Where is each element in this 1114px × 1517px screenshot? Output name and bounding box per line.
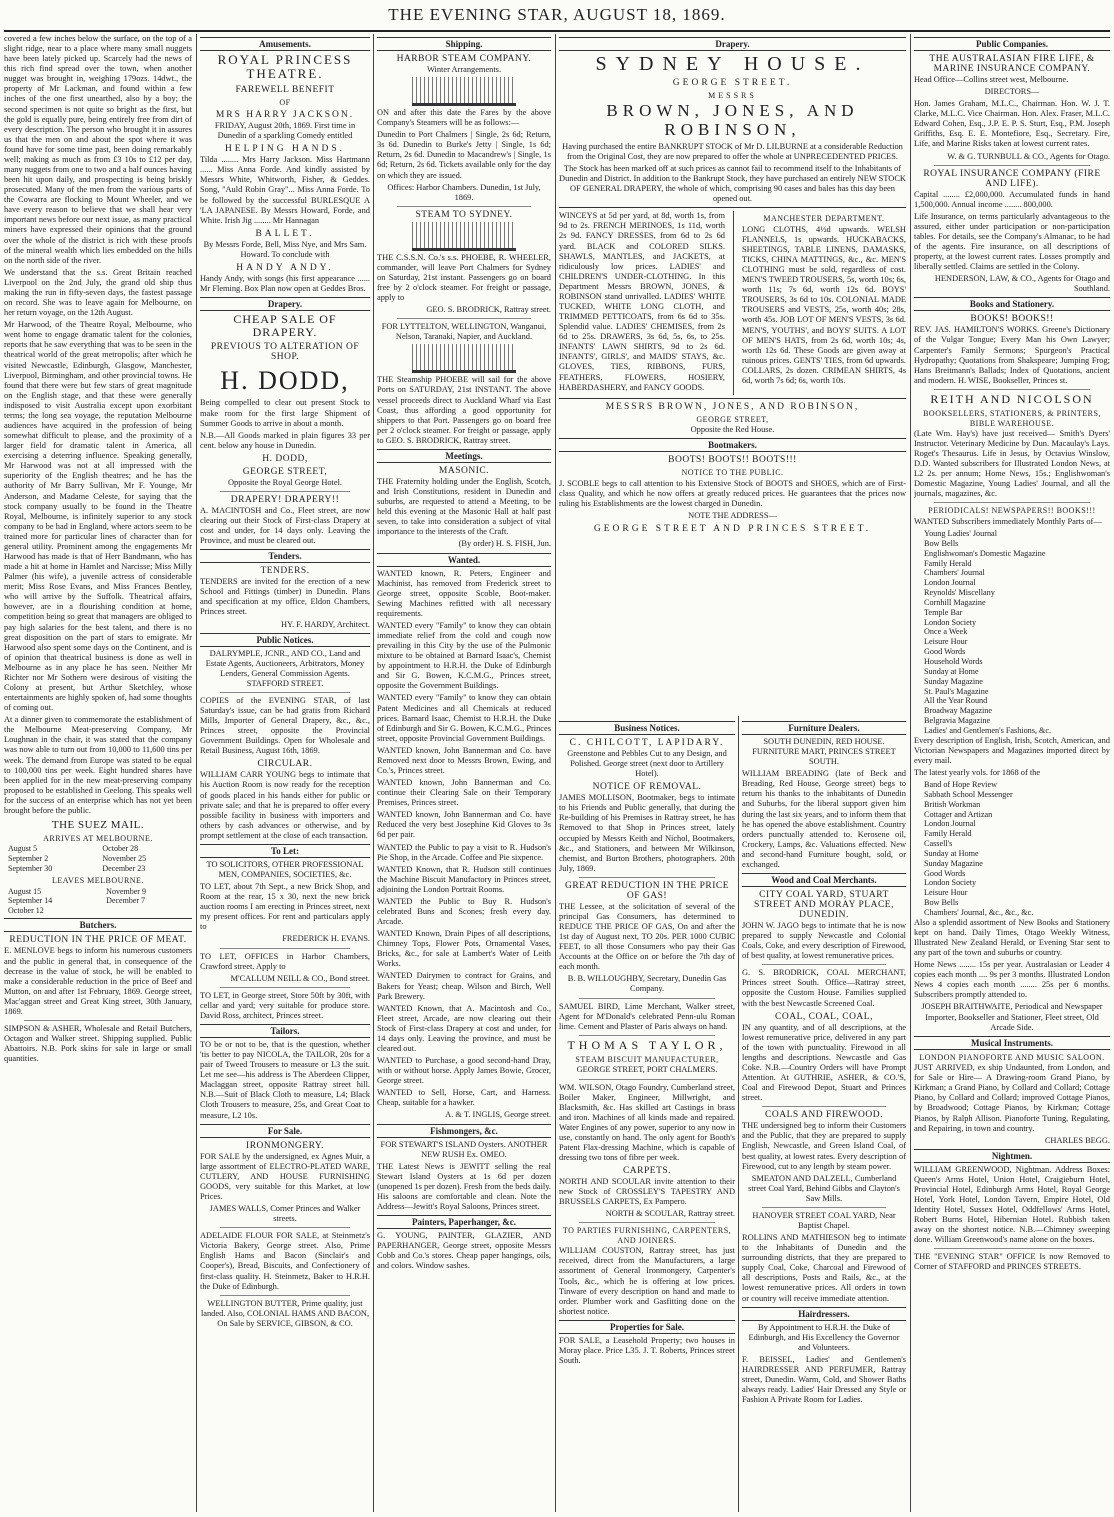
- ad-subheading: BALLET.: [255, 228, 315, 239]
- ad-text: Tilda ........ Mrs Harry Jackson. Miss Hartmann ...... Miss Anna Forde. And kindly assisted by Messrs White, Whitworth, Fisher, & Geddes. Song, "Auld Robin Gray"... Miss Anna Forde. To be followed by the successful BURLESQUE A 'LA JAPANESE. By Messrs Howard, Forde, and White. Irish Jig ........ Mr Hannagan: [200, 155, 370, 225]
- column-3: [377, 34, 551, 1514]
- ad-text: SAMUEL BIRD, Lime Merchant, Walker street, Agent for M'Donald's celebrated Penn-ulu Roman lime. Cement and Plaster of Paris always on hand.: [559, 1001, 735, 1031]
- ad-text: NORTH AND SCOULAR invite attention to their new Stock of CROSSLEY'S TAPESTRY AND BRUSSELS CARPETS, Ex Pampero.: [559, 1177, 735, 1207]
- ad-text: Having purchased the entire BANKRUPT STOCK of Mr D. LILBURNE at a considerable Reduction from the Original Cost, they are now prepared to offer the whole at UNPRECEDENTED PRICES.: [562, 141, 903, 161]
- article-harwood: Mr Harwood, of the Theatre Royal, Melbourne, who went home to engage dramatic talent for the colonies, reports that he saw everything that was to be seen in the theatrical world of the great metropolis; after which he visited Newcastle, Edinburgh, Glasgow, Manchester, Liverpool, Birmingham, and other provincial towns. He found that there were but few stars of great magnitude on the English stage, and that these were generally indisposed to visit Australia except upon exorbitant terms; the long sea voyage, the reputation Melbourne audiences have acquired in the profession of being somewhat difficult to please, and the proximity of a larger field for dramatic talent in America, all exercising a deterring influence. Speaking generally, Mr Harwood was not at all impressed with the superiority of the English theatres; and he has the authority of Mr Barry Sullivan, Mr F. Younge, Mr Anderson, and Madame Celeste, for saying that the stock company usually to be found in the Theatre Royal, Melbourne, is infinitely superior to any stock company to be had in England, where actors seem to be trained more for particular lines of character than for general utility. Prominent among the engagements Mr Harwood has made is that of Herr Bandmann, who has made a hit at home in Hamlet and Narcisse; Miss Milly Palmer (his wife), a juvenile actress of considerable merit; Miss Rose Evans, and Miss Frances Bentley, who will arrive by the Suffolk. Theatrical affairs, however, are in a flourishing condition at home, competition being so great that managers are obliged to pay high salaries for the best talent, and there is no great disposition on the part of stars to emigrate. Mr Harwood also spent some days on the Continent, and is of opinion that theatrical business is done as well in Melbourne as in any place he has seen. Neither Mr Richter nor Mr Sothern were desirous of visiting the Colony at present, but Arthur Sketchley, whose entertainments are highly spoken of, had some thoughts of coming out.: [4, 320, 192, 713]
- section-heading: Fishmongers, &c.: [377, 1124, 551, 1138]
- ad-text: A. MACINTOSH and Co., Fleet street, are now clearing out their Stock of First-class Drapery at cost and under, for 14 days only. Leaving the Province, and must be cleared out.: [200, 505, 370, 546]
- ad-heading: STEAM TO SYDNEY.: [415, 209, 513, 220]
- ad-heading: HARBOR STEAM COMPANY.: [396, 54, 532, 64]
- ad-text: Winter Arrangements.: [426, 65, 502, 74]
- ad-text: WILLIAM COUSTON, Rattray street, has just received, direct from the Manufacturers, a large assortment of General Ironmongery, Carpenter's Tools, &c., which he is offering at low prices. Tinware of every description on hand and made to order. Plumber work and Gasfitting done on the shortest notice.: [559, 1246, 735, 1316]
- ad-text: DALRYMPLE, JCNR., AND CO., Land and Estate Agents, Auctioneers, Arbitrators, Money Lenders, General Commission Agents. STAFFORD STREET.: [205, 648, 365, 688]
- ad-text: Greenstone and Pebbles Cut to any Design, and Polished. George street (next door to Artillery Hotel).: [567, 749, 727, 779]
- ad-text: Dunedin to Port Chalmers | Single, 2s 6d; Return, 3s 6d. Dunedin to Burke's Jetty | Single, 1s 6d; Return, 2s 6d. Dunedin to Macandrew's | Single, 1s 6d; Return, 2s 6d. Tickets available only for the day on which they are issued.: [377, 130, 551, 180]
- ad-text: THE Lessee, at the solicitation of several of the principal Gas Consumers, has determined to REDUCE THE PRICE OF GAS, On and after the 1st day of August next, TO 20s. PER 1000 CUBIC FEET, to all those Consumers who pay their Gas Accounts at the Office on or before the 7th day of each month.: [559, 901, 735, 972]
- ad-wanted: WANTED Known, that R. Hudson still continues the Machine Biscuit Manufactory in Princes street, adjoining the London Portrait Rooms.: [377, 864, 551, 894]
- ad-text: FRIDAY, August 20th, 1869. First time in Dunedin of a sparkling Comedy entitled: [214, 121, 356, 141]
- ad-heading: CITY COAL YARD, STUART STREET AND MORAY PLACE, DUNEDIN.: [754, 890, 894, 921]
- ad-subheading: PREVIOUS TO ALTERATION OF SHOP.: [210, 342, 360, 363]
- column-1: [4, 34, 192, 1514]
- ad-subheading: LONDON PIANOFORTE AND MUSIC SALOON.: [919, 1052, 1105, 1062]
- ad-signature: HENDERSON, LAW, & CO., Agents for Otago and Southland.: [934, 274, 1110, 294]
- ad-wanted: WANTED the Public to Buy R. Hudson's celebrated Buns and Scones; fresh every day. Arcade.: [377, 896, 551, 927]
- section-heading: Wood and Coal Merchants.: [742, 873, 906, 887]
- list-item: Englishwoman's Domestic Magazine: [924, 548, 1046, 558]
- ad-subheading: DRAPERY! DRAPERY!!: [230, 494, 340, 505]
- ad-text: Opposite the Royal George Hotel.: [227, 477, 343, 487]
- ad-subheading: MESSRS BROWN, JONES, AND ROBINSON,: [605, 401, 860, 412]
- table-row: [4, 887, 192, 897]
- list-item: Young Ladies' Journal: [924, 529, 997, 538]
- ad-subheading: CIRCULAR.: [257, 759, 313, 770]
- ad-text: THE "EVENING STAR" OFFICE Is now Removed to Corner of STAFFORD and PRINCES STREETS.: [914, 1252, 1110, 1272]
- list-item: Good Words: [924, 647, 966, 657]
- divider: [762, 1207, 886, 1208]
- section-heading: Musical Instruments.: [914, 1036, 1110, 1050]
- ad-text: FOR SALE by the undersigned, ex Agnes Muir, a large assortment of ELECTRO-PLATED WARE, CUTLERY, AND HOUSE FURNISHING GOODS, very suitable for this Market, at low Prices.: [200, 1151, 370, 1201]
- ad-left-column: [559, 211, 725, 394]
- ad-wanted: WANTED known, John Bannerman and Co. have Removed next door to Messrs Brown, Ewing, and Co.'s, Princes street.: [377, 745, 551, 775]
- list-item: Household Words: [924, 656, 983, 666]
- ad-menlove: E. MENLOVE begs to inform his numerous customers and the public in general that, in consequence of the decrease in the value of stock, he will be enabled to make a considerable reduction in the price of Beef and Mutton, on and after 1st February, 1869. George street, Mac'aggan street and Great King street, 30th January, 1869.: [4, 946, 192, 1016]
- ad-signature: SMEATON AND DALZELL, Cumberland street Coal Yard, Behind Gibbs and Clayton's Saw Mills.: [748, 1173, 900, 1203]
- ad-subheading: HANDY ANDY.: [236, 262, 334, 273]
- column-divider: [196, 34, 197, 1512]
- column-divider: [738, 716, 739, 1512]
- ad-wanted: WANTED known, R. Peters, Engineer and Machinist, has removed from Frederick street to George street, opposite Scoble, Boot-maker. Sewing Machines refitted with all necessary requirements.: [377, 568, 551, 618]
- ad-subheading: BOOKSELLERS, STATIONERS, & PRINTERS, BIBLE WAREHOUSE.: [923, 409, 1101, 428]
- ad-subheading: MESSRS: [708, 91, 757, 100]
- ad-wanted: WANTED every "Family" to know they can obtain immediate relief from the cold and cough now prevailing in this City by the use of the Pulmonic mixture to be obtained at Barnard Isaac's, Chemist by appointment to H.R.H. the Duke of Edinburgh and Sir G. Bowen, K.C.M.G., Princes street, opposite the Government Buildings.: [377, 620, 551, 691]
- ad-text: G. YOUNG, PAINTER, GLAZIER, AND PAPERHANGER, George street, opposite Messrs Cobb and Co.'s stores. Cheap paper hangings, oils, and colors. Window sashes.: [377, 1231, 551, 1271]
- section-heading: Drapery.: [559, 37, 906, 51]
- ad-signature: M'CALLUM NEILL & CO., Bond street.: [230, 973, 370, 983]
- ad-subheading: OF: [279, 97, 291, 107]
- ad-subheading: FAREWELL BENEFIT: [235, 84, 335, 95]
- table-cell: December 7: [106, 896, 146, 906]
- list-item: Leisure Hour: [924, 637, 968, 647]
- ad-text: TO LET, OFFICES in Harbor Chambers, Crawford street. Apply to: [200, 951, 370, 971]
- list-item: Reynolds' Miscellany: [924, 588, 995, 598]
- section-heading: Business Notices.: [559, 721, 735, 735]
- list-item: Chambers' Journal, &c., &c., &c.: [924, 908, 1034, 917]
- ad-text: THE C.S.S.N. Co.'s s.s. PHOEBE, R. WHEELER, commander, will leave Port Chalmers for Sydney on Saturday, 21st instant. Passengers go on board free by 2 o'clock steamer. For freight or passage, apply to: [377, 252, 551, 303]
- ad-text: IN any quantity, and of all descriptions, at the lowest remunerative price, delivered in any part of the town with punctuality. Firewood in all lengths and descriptions. Newcastle and Gas Coke. N.B.—Country Orders will have Prompt Attention. At GUTHRIE, ASHER, & CO.'S, Coal and Firewood Depot, Stuart and Princes street.: [742, 1022, 906, 1103]
- ad-heading: REITH AND NICOLSON: [930, 391, 1094, 406]
- divider: [762, 964, 886, 965]
- ad-text: WINCEYS at 5d per yard, at 8d, worth 1s, from 9d to 2s. FRENCH MERINOES, 1s 11d, worth 2s 9d. FANCY DRESSES, from 6d to 2s 6d yard. BLACK and COLORED SILKS. SHAWLS, MANTLES, and JACKETS, at ridiculously low prices. LADIES' and CHILDREN'S UNDER-CLOTHING. In this Department Messrs BROWN, JONES, & ROBINSON stand unrivalled. LADIES' WHITE TUCKED, WHITE LONG CLOTH, and TRIMMED PETTICOATS, from 6s 6d to 35s. Splendid value. LADIES' CHEMISES, from 2s 6d to 25s. DRAWERS, 3s 6d, 5s, 6s, to 25s. INFANTS' LAWN SHIRTS, 9d to 2s 6d. INFANTS', GIRLS', and MAIDS' STAYS, &c. GLOVES, TIES, RIBBONS, FURS, FEATHERS, FLOWERS, HOSIERY, HABERDASHERY, and FANCY GOODS.: [559, 211, 725, 392]
- table-cell: September 14: [8, 896, 53, 906]
- ad-wanted: WANTED to Sell, Horse, Cart, and Harness. Cheap, suitable for a hawker.: [377, 1088, 551, 1108]
- section-heading: Tailors.: [200, 1024, 370, 1038]
- ad-text: Offices: Harbor Chambers. Dunedin, 1st July, 1869.: [387, 182, 541, 202]
- column-divider: [733, 211, 734, 394]
- masthead-rule: [4, 30, 1110, 32]
- list-item: Sunday at Home: [924, 848, 979, 858]
- ad-text: F. BEISSEL, Ladies' and Gentlemen's HAIRDRESSER AND PERFUMER, Rattray street, Dunedin. Warm, Cold, and Shower Baths always ready. Ladies' Hair Dressed any Style or Fashion A Private Room for Ladies.: [742, 1354, 906, 1405]
- ad-text: N.B.—All Goods marked in plain figures 33 per cent. below any house in Dunedin.: [200, 430, 370, 450]
- ad-text: REV. JAS. HAMILTON'S WORKS. Greene's Dictionary of the Vulgar Tongue; Every Man his Own Lawyer; Carpenter's Family Sermons; Spurgeon's Practical Hydropathy; Quotations from Shakspeare; Jumping Frog; Hans Breitmann's Ballads; Index of Quotations, ancient and modern. H. WISE, Bookseller, Princes st.: [914, 325, 1110, 385]
- ad-text: FOR SALE, a Leasehold Property; two houses in Moray place. Price L35. J. T. Roberts, Princes street South.: [559, 1335, 735, 1366]
- column-6: [914, 34, 1110, 1514]
- suez-arrivals-table: [4, 844, 192, 873]
- ad-right-column: [742, 211, 906, 394]
- table-cell: September 30: [8, 863, 53, 873]
- list-item: Sunday at Home: [924, 666, 979, 676]
- steamship-illustration: [412, 344, 516, 373]
- ad-wanted: WANTED Known, Drain Pipes of all descriptions, Chimney Tops, Flower Pots, Ornamental Vases, Bricks, &c., for sale at Lambert's Water of Leith Works.: [377, 929, 551, 969]
- ad-wanted: WANTED Dairymen to contract for Grains, and Bakers for Yeast; cheap. Wilson and Birch, Well Park Brewery.: [377, 971, 551, 1001]
- ad-simpson-asher: SIMPSON & ASHER, Wholesale and Retail Butchers, Octagon and Walker street. Shipping supplied. Public Abattoirs. N.B. Pork skins for sale in large or small quantities.: [4, 1024, 192, 1064]
- ad-subheading: NOTICE TO THE PUBLIC.: [681, 468, 784, 478]
- ad-text: SOUTH DUNEDIN, RED HOUSE. FURNITURE MART, PRINCES STREET SOUTH.: [752, 737, 896, 767]
- table-cell: August 5: [8, 844, 38, 854]
- table-cell: November 25: [102, 854, 147, 864]
- divider: [220, 987, 350, 988]
- suez-departures-table: [4, 887, 192, 916]
- ad-text: ADELAIDE FLOUR FOR SALE, at Steinmetz's Victoria Bakery, George street. Also, Prime English Hams and Bacon (Sinclair's and Cooper's), Bread, Biscuits, and Confectionery of first-class quality. H. Steinmetz, Baker to H.R.H. the Duke of Edinburgh.: [200, 1231, 370, 1291]
- ad-text: FOR STEWART'S ISLAND Oysters. ANOTHER NEW RUSH Ex. OMEO.: [380, 1139, 548, 1159]
- divider: [220, 1227, 350, 1228]
- divider: [579, 998, 715, 999]
- sydney-house-ad: [559, 34, 906, 718]
- list-item: Cassell's: [924, 839, 953, 849]
- ad-subheading: BOOKS! BOOKS!!: [970, 314, 1054, 325]
- column-2: [200, 34, 370, 1514]
- ad-text: WILLIAM CARR YOUNG begs to intimate that his Auction Room is now ready for the reception of goods placed in his hands either for public or private sale; and that he is prepared to offer every possible facility in business with importers and others by cash advances or otherwise, and by prompt settlement at the close of each transaction.: [200, 770, 370, 840]
- ad-subheading: IRONMONGERY.: [246, 1140, 324, 1151]
- divider: [397, 318, 531, 319]
- ad-text: THE Fraternity holding under the English, Scotch, and Irish Constitutions, resident in Dunedin and suburbs, are requested to attend a Meeting, to be held this evening at the Masonic Hall at half past seven, to take into consideration a subject of vital importance to the interests of the Craft.: [377, 476, 551, 537]
- ad-heading: THOMAS TAYLOR,: [567, 1037, 727, 1052]
- ad-subheading: MANCHESTER DEPARTMENT.: [763, 214, 885, 224]
- ad-text: NOTE THE ADDRESS—: [688, 510, 777, 520]
- ad-text: TO SOLICITORS, OTHER PROFESSIONAL MEN, COMPANIES, SOCIETIES, &c.: [206, 859, 364, 879]
- section-heading: Meetings.: [377, 449, 551, 463]
- list-item: Belgravia Magazine: [924, 716, 991, 726]
- section-heading: To Let:: [200, 844, 370, 858]
- ad-signature: FREDERICK H. EVANS.: [282, 934, 370, 944]
- list-item: Family Herald: [924, 558, 972, 568]
- section-heading: Drapery.: [200, 297, 370, 311]
- ad-signature: CHARLES BEGG.: [1044, 1135, 1110, 1145]
- section-heading: For Sale.: [200, 1124, 370, 1138]
- divider: [220, 1295, 350, 1296]
- article-great-britain: We understand that the s.s. Great Britain reached Liverpool on the 2nd July, the grand old ship thus making the run in fifty-seven days, the fastest passage on record. She was to leave again for Melbourne, on her return voyage, on the 12th August.: [4, 267, 192, 318]
- ad-wanted: WANTED known, John Bannerman and Co. continue their Clearing Sale on their Temporary Premises, Princes street.: [377, 778, 551, 808]
- ad-signature: W. & G. TURNBULL & CO., Agents for Otago.: [947, 151, 1110, 161]
- ad-columns: [559, 211, 906, 394]
- ad-subheading: MASONIC.: [438, 465, 490, 476]
- ad-text: COPIES of the EVENING STAR, of last Saturday's issue, can be had gratis from Richard Mills, Importer of General Drapery, &c., &c., Princes street, opposite the Provincial Government Buildings. Open for Wholesale and Retail Business, August 16th, 1869.: [200, 695, 370, 756]
- ad-text: JUST ARRIVED, ex ship Undaunted, from London, and for Sale or Hire— A Drawing-room Grand Piano, by Kirkman; a Grand Piano, by Collard and Collard; Cottage Piano, by Collard and Collard; improved Cottage Pianos, by Broadwood; Cottage Pianos, by Kirkman; Cottage Pianos, by Ralph Allison. Pianoforte Tuning, Regulating, and Repairing, in town and country.: [914, 1063, 1110, 1133]
- ad-text: THE Latest News is JEWITT selling the real Stewart Island Oysters at 1s 6d per dozen (unopened 1s per dozen). Fresh from the beds daily. His saloons are comfortable and clean. Note the Address—Jewitt's Royal Saloons, Princes street.: [377, 1161, 551, 1212]
- divider: [220, 692, 350, 693]
- ad-subheading: BOOTS! BOOTS!! BOOTS!!!: [668, 455, 797, 466]
- section-heading: Nightmen.: [914, 1149, 1110, 1163]
- section-heading: Amusements.: [200, 37, 370, 51]
- ad-signature: HY. F. HARDY, Architect.: [280, 619, 370, 629]
- ad-subheading: TO PARTIES FURNISHING, CARPENTERS, AND JOINERS.: [562, 1226, 732, 1245]
- divider: [220, 491, 350, 492]
- column-5: [742, 718, 906, 1514]
- ad-subheading: GREAT REDUCTION IN THE PRICE OF GAS!: [564, 880, 730, 901]
- table-row: [4, 906, 192, 916]
- list-item: British Workman: [924, 799, 981, 809]
- ad-text: Capital ........ £2,000,000. Accumulated funds in hand 1,500,000. Annual income ........ 800,000.: [914, 189, 1110, 209]
- ad-heading: ROYAL PRINCESS THEATRE.: [217, 52, 353, 82]
- ad-heading: H. DODD,: [220, 366, 350, 396]
- ad-wanted: WANTED Known, that A. Macintosh and Co., Fleet street, Arcade, are now clearing out their Stock of First-class Drapery at cost and under, for 14 days only. Leaving the province, and must be cleared out.: [377, 1003, 551, 1054]
- ad-heading: ROYAL INSURANCE COMPANY (FIRE AND LIFE).: [923, 168, 1101, 189]
- section-heading: Hairdressers.: [742, 1307, 906, 1321]
- table-cell: August 15: [8, 886, 42, 896]
- divider: [579, 1035, 715, 1036]
- table-row: [4, 854, 192, 864]
- section-heading: Shipping.: [377, 37, 551, 51]
- ad-text: TO LET, in George street, Store 50ft by 30ft, with cellar and yard; very suitable for produce store. David Ross, architect, Princes street.: [200, 990, 370, 1020]
- list-item: Broadway Magazine: [924, 706, 992, 716]
- masthead: THE EVENING STAR, AUGUST 18, 1869.: [388, 5, 726, 24]
- divider: [397, 206, 531, 207]
- periodicals-list: [914, 529, 1110, 736]
- ad-text: WELLINGTON BUTTER, Prime quality, just landed. Also, COLONIAL HAMS AND BACON, On Sale by SERVICE, GIBSON, & CO.: [200, 1298, 370, 1328]
- ad-text: The latest yearly vols. for 1868 of the: [914, 767, 1041, 777]
- ad-subheading: CARPETS.: [622, 1166, 672, 1177]
- ad-signature: B. B. WILLOUGHBY, Secretary, Dunedin Gas Company.: [567, 974, 727, 994]
- ad-text: (Late Wm. Hay's) have just received— Smith's Dyers' Instructor. Veterinary Medicine by Dun. Macaulay's Lays. Roget's Thesaurus. Life in Jesus, by Octavius Winslow, D.D. Wanted subscribers for Illustrated London News, at L2 2s. per annum; Home News, 15s.; Englishwoman's Domestic Magazine, Young Ladies' Journal, and all the journals, magazines, &c.: [914, 428, 1110, 499]
- ad-text: Hon. James Graham, M.L.C., Chairman. Hon. W. J. T. Clarke, M.L.C. Vice Chairman. Hon. Alex. Fraser, M.L.C. Edward Cohen, Esq., J.P. E. P. S. Sturt, Esq., P.M. Joseph Griffiths, Esq. E. E. Montefiore, Esq., Secretary. Fire, Life, and Marine Risks taken at lowest current rates.: [914, 99, 1110, 149]
- list-item: Sunday Magazine: [924, 858, 983, 868]
- ad-text: Opposite the Red House.: [690, 425, 775, 435]
- section-heading: Butchers.: [4, 918, 192, 932]
- list-item: Cornhill Magazine: [924, 597, 986, 607]
- column-divider: [910, 34, 911, 1512]
- table-cell: September 2: [8, 854, 49, 864]
- list-item: London Journal: [924, 819, 976, 829]
- suez-title: THE SUEZ MAIL.: [51, 819, 145, 832]
- table-cell: November 9: [106, 886, 146, 896]
- ad-signature: JOSEPH BRAITHWAITE, Periodical and Newspaper Importer, Bookseller and Stationer, Fleet street, Old Arcade Side.: [921, 1002, 1103, 1032]
- list-item: Family Herald: [924, 829, 972, 839]
- article-gold: covered a few inches below the surface, on the top of a slight ridge, near to a place where many small nuggets have been lately picked up. Scarcely had the news of this rich find spread over the town, when another nugget was brought in, weighing 179ozs. 14dwt., the property of Mr Lackman, and found within a few inches of the one first unearthed, also by a boy; the second specimen is not quite so bright as the first, but the gold is equally pure, being entirely free from dirt of every description. The person who brought it in assures us that the men on and about the spot where it was found have for some time past, been doing remarkably well; making as much as from £3 10s to £12 per day, many nuggets from one to two and a half ounces having been hit upon daily, and prospecting is being briskly prosecuted. Many of the men from the various parts of the Cowarra are flocking to Mount Wheeler, and we have every reason to believe that we shall hear very important news before our next issue, as many practical miners have expressed their opinions that the ground over the whole of the district is rich with these proofs of the mineral wealth which lies embedded on the hills on the north side of the river.: [4, 34, 192, 265]
- table-row: [4, 844, 192, 854]
- ad-text: HANOVER STREET COAL YARD, Near Baptist Chapel.: [752, 1210, 896, 1230]
- ad-subheading: GEORGE STREET,: [242, 466, 328, 477]
- list-item: Leisure Hour: [924, 888, 968, 898]
- section-heading: Wanted.: [377, 553, 551, 567]
- ad-text: G. S. BRODRICK, COAL MERCHANT, Princes street South. Office—Rattray street, opposite the Custom House. Families supplied with the best Newcastle Screened Coal.: [742, 968, 906, 1008]
- list-item: Sabbath School Messenger: [924, 789, 1013, 799]
- ad-signature: A. & T. INGLIS, George street.: [445, 1110, 551, 1120]
- ad-text: Also a splendid assortment of New Books and Stationery kept on hand. Daily Times, Otago Weekly Witness, Illustrated New Zealand Herald, or Evening Star sent to any part of the town and suburbs or country.: [914, 917, 1110, 958]
- table-row: [4, 864, 192, 874]
- ad-subheading: COAL, COAL, COAL,: [775, 1011, 873, 1022]
- list-item: Bow Bells: [924, 538, 959, 548]
- list-item: St. Paul's Magazine: [924, 686, 989, 696]
- ad-text: JAMES MOLLISON, Bootmaker, begs to intimate to his Friends and Public generally, that during the Re-building of his Premises in Rattray street, he has Removed to that Shop in Princes street, lately occupied by Messrs Keith and Nichol, Bootmakers, &c., and Stationers, and between Mr Wilkinson, chemist, and Burton Brothers, photographers. 20th July, 1869.: [559, 793, 735, 873]
- list-item: Cottager and Artizan: [924, 809, 993, 819]
- table-cell: October 12: [8, 905, 44, 915]
- ad-signature: NORTH & SCOULAR, Rattray street.: [605, 1209, 735, 1219]
- divider: [220, 948, 350, 949]
- list-item: Chambers' Journal: [924, 568, 985, 578]
- list-item: London Society: [924, 617, 977, 627]
- ad-subheading: MRS HARRY JACKSON.: [215, 110, 355, 121]
- yearly-volumes-list: [914, 780, 1110, 918]
- list-item: All the Year Round: [924, 696, 988, 706]
- steamship-illustration: [412, 222, 516, 251]
- ad-heading: C. CHILCOTT, LAPIDARY.: [569, 738, 725, 748]
- ad-subheading: TENDERS.: [260, 566, 310, 577]
- divider: [579, 1222, 715, 1223]
- ad-text: WANTED Subscribers immediately Monthly Parts of—: [914, 516, 1102, 526]
- divider: [559, 207, 906, 208]
- column-divider: [555, 34, 556, 1512]
- divider: [559, 398, 906, 399]
- list-item: Bow Bells: [924, 898, 959, 908]
- ad-text: JOHN W. JAGO begs to intimate that he is now prepared to supply Newcastle and Colonial Coals, Coke, and every description of Firewood, of best quality, at lowest remunerative prices.: [742, 921, 906, 961]
- ad-text: FOR LYTTELTON, WELLINGTON, Wanganui, Nelson, Taranaki, Napier, and Auckland.: [381, 322, 547, 342]
- ad-signature: GEO. S. BRODRICK, Rattray street.: [426, 305, 551, 315]
- ad-subheading: GEORGE STREET AND PRINCES STREET.: [593, 523, 872, 534]
- suez-arrives: ARRIVES AT MELBOURNE.: [43, 834, 153, 844]
- section-heading: Properties for Sale.: [559, 1320, 735, 1334]
- ad-wanted: WANTED every "Family" to know they can obtain Patent Medicines and all Chemicals at reduced prices. Barnard Isaac, Chemist to H.R.H. the Duke of Edinburgh and Sir G. Bowen, K.C.M.G., Princes street, opposite Provincial Government Buildings.: [377, 693, 551, 743]
- ad-text: Life Insurance, on terms particularly advantageous to the assured, either under participation or non-participation tables. For details, see the Company's Almanac, to be had of the agents. Fire insurance, on all descriptions of property, at the lowest current rates. Losses promptly and liberally settled. Claims are settled in the Colony.: [914, 211, 1110, 272]
- ad-heading: CHEAP SALE OF DRAPERY.: [233, 312, 337, 340]
- ad-text: THE undersigned beg to inform their Customers and the Public, that they are prepared to supply English, Newcastle, and Green Island Coal, of best quality, at lowest rates. Every description of Firewood, cut to any length by steam power.: [742, 1121, 906, 1171]
- list-item: Once a Week: [924, 627, 968, 637]
- section-heading: Bootmakers.: [559, 438, 906, 452]
- ad-wanted: WANTED known, John Bannerman and Co. have Reduced the very best Josephine Kid Gloves to 3s 6d per pair.: [377, 810, 551, 840]
- ad-text: DIRECTORS—: [984, 87, 1040, 97]
- ad-text: By Messrs Forde, Bell, Miss Nye, and Mrs Sam. Howard. To conclude with: [203, 239, 367, 259]
- ad-text: THE Steamship PHOEBE will sail for the above Ports on SATURDAY, 21st INSTANT. The above vessel proceeds direct to Auckland Wharf via East Coast, thus affording a good opportunity for shippers to that Port. Passengers go on board free per 2 o'clock steamer. For freight or passage, apply to GEO. S. BRODRICK, Rattray street.: [377, 375, 551, 445]
- list-item: London Journal: [924, 578, 976, 588]
- ad-text: WILLIAM BREADING (late of Beck and Breading, Red House, George street) begs to return his thanks to the inhabitants of Dunedin and Suburbs, for the liberal support given him during the last six years, and to inform them that he has opened the above establishment. Country orders punctually attended to. Kerosene oil, Crockery, Lamps, &c. Valuations effected. New and second-hand Furniture bought, sold, or exchanged.: [742, 769, 906, 869]
- list-item: Ladies' and Gentlemen's Fashions, &c.: [924, 725, 1052, 735]
- table-cell: December 23: [102, 863, 146, 873]
- divider: [24, 1020, 172, 1021]
- ad-subheading: GEORGE STREET.: [672, 78, 793, 88]
- section-heading: Books and Stationery.: [914, 297, 1110, 311]
- column-4: [559, 718, 735, 1514]
- list-item: Band of Hope Review: [924, 780, 997, 790]
- list-item: Good Words: [924, 868, 966, 878]
- table-cell: October 28: [102, 844, 139, 854]
- divider: [934, 502, 1090, 503]
- ad-text: TO LET, about 7th Sept., a new Brick Shop, and Room at the rear, 15 x 30, next the new brick auction rooms I am erecting in Princes street, next my present offices. For rent and particulars apply to: [200, 882, 370, 932]
- divider: [579, 877, 715, 878]
- steamship-illustration: [412, 77, 516, 106]
- ad-signature: JAMES WALLS, Corner Princes and Walker streets.: [209, 1204, 361, 1224]
- list-item: Temple Bar: [924, 607, 963, 617]
- section-heading: Painters, Paperhanger, &c.: [377, 1215, 551, 1229]
- ad-subheading: NOTICE OF REMOVAL.: [592, 782, 702, 793]
- article-meat: At a dinner given to commemorate the establishment of the Melbourne Meat-preserving Company, Mr Loughnan in the chair, it was stated that the company was now able to turn out from 10,000 to 11,600 tins per week. The demand from Europe was stated to be equal to 100,000 tins per week. Eight hundred shares have been applied for in the new meat-preserving company proposed to be established in Geelong. This speaks well for the success of an enterprise which has not yet been brought before the public.: [4, 715, 192, 815]
- ad-text: Head Office—Collins street west, Melbourne.: [914, 75, 1069, 84]
- ad-subheading: H. DODD,: [262, 453, 308, 464]
- ad-signature: (By order) H. S. FISH, Jun.: [458, 539, 551, 549]
- ad-text: Handy Andy, with songs (his first appearance ...... Mr Fleming. Box Plan now open at Geddes Bros.: [200, 273, 370, 293]
- ad-text: By Appointment to H.R.H. the Duke of Edinburgh, and His Excellency the Governor and Volunteers.: [748, 1322, 900, 1352]
- ad-text: The Stock has been marked off at such prices as cannot fail to recommend itself to the Inhabitants of Dunedin and District. In addition to the Bankrupt Stock, they have purchased an entirely NEW STOCK OF GENERAL DRAPERY, the whole of which, comprising 90 cases and bales has this day been opened out.: [559, 163, 906, 204]
- list-item: London Society: [924, 878, 977, 888]
- ad-text: J. SCOBLE begs to call attention to his Extensive Stock of BOOTS and SHOES, which are of First-class Quality, and which he now offers at greatly reduced prices. He guarantees that the prices now ruling his Establishments are the lowest charged in Dunedin.: [559, 478, 906, 508]
- ad-subheading: GEORGE STREET,: [696, 414, 769, 424]
- ad-heading: BROWN, JONES, AND ROBINSON,: [606, 101, 859, 140]
- ad-subheading: STEAM BISCUIT MANUFACTURER,: [575, 1054, 719, 1064]
- ad-text: WILLIAM GREENWOOD, Nightman. Address Boxes: Queen's Arms Hotel, Union Hotel, Craigieburn Hotel, Provincial Hotel, Edinburgh Arms Hotel, Royal George Hotel, York Hotel, London Tavern, Empire Hotel, Old Identity Hotel, Sussex Hotel, Oddfellows' Arms Hotel, Robert Burns Hotel, Hibernian Hotel. Rubbish taken away on the shortest notice. N.B.—Chimney sweeping done. William Greenwood's name alone on the boxes.: [914, 1164, 1110, 1245]
- divider: [934, 1248, 1090, 1249]
- ad-text: TO be or not to be, that is the question, whether 'tis better to pay NICOLA, the TAILOR, 20s for a pair of Tweed Trousers to measure or L3 the suit. Let me see—his address is The Aberdeen Clipper, Maclaggan street, opposite Rattray street hill. N.B.—Suit of Black Cloth to measure, L4; Black Cloth Trousers to measure, 25s, and Great Coat to measure, L2 10s.: [200, 1040, 370, 1120]
- divider: [934, 165, 1090, 166]
- ad-text: ON and after this date the Fares by the above Company's Steamers will be as follows:—: [377, 108, 551, 128]
- ad-wanted: WANTED to Purchase, a good second-hand Dray, with or without horse. Apply James Bowie, Grocer, George street.: [377, 1056, 551, 1086]
- ad-text: Home News ........ 15s per year. Australasian or Leader 4 copies each month .... 9s per 3 months. Illustrated London News 4 copies each month ........ 25s per 6 months. Subscribers promptly attended to.: [914, 960, 1110, 1000]
- section-heading: Furniture Dealers.: [742, 721, 906, 735]
- ad-text: Being compelled to clear out present Stock to make room for the first large Shipment of Summer Goods to arrive in about a month.: [200, 398, 370, 428]
- section-heading: Tenders.: [200, 549, 370, 563]
- table-row: [4, 896, 192, 906]
- ad-heading: REDUCTION IN THE PRICE OF MEAT.: [9, 935, 187, 946]
- section-heading: Public Notices.: [200, 633, 370, 647]
- list-item: Sunday Magazine: [924, 676, 983, 686]
- divider: [579, 1079, 715, 1080]
- ad-heading: SYDNEY HOUSE.: [595, 53, 870, 75]
- divider: [762, 1106, 886, 1107]
- ad-text: TENDERS are invited for the erection of a new School and Fittings (timber) in Dunedin. Plans and specification at my office, Eldon Chambers, Princes street.: [200, 577, 370, 617]
- ad-text: LONG CLOTHS, 4½d upwards. WELSH FLANNELS, 1s upwards. HUCKABACKS, SHEETINGS, TABLE LINENS, DAMASKS, TICKS, CHINA MATTINGS, &c., &c. MEN'S CLOTHING must be sold, regardless of cost. MEN'S TWEED TROUSERS, 5s, worth 10s; 6s, worth 11s; 7s 6d, worth 12s 6d. BOYS' TROUSERS, 3s 6d to 10s. COLONIAL MADE TROUSERS and VESTS, 25s, worth 40s; 28s, worth 45s. JOB LOT OF MEN'S VESTS, 3s 6d. MEN'S, YOUTHS', and BOYS' SUITS. A LOT OF MEN'S HATS, from 2s 6d, worth 10s; 4s, worth 12s 6d. These Goods are given away at ruinous prices. GENTS' TIES, from 6d upwards. COLLARS, 2s dozen. CRIMEAN SHIRTS, 4s 6d, worth 7s 6d; 6s, worth 10s.: [741, 224, 906, 385]
- ad-heading: THE AUSTRALASIAN FIRE LIFE, & MARINE INSURANCE COMPANY.: [929, 54, 1095, 74]
- ad-text: ROLLINS AND MATHIESON beg to intimate to the Inhabitants of Dunedin and the surrounding districts, that they are prepared to supply Coal, Coke, Charcoal and Firewood of all descriptions, Posts and Rails, &c., at the lowest remunerative prices. All orders in town or country will receive immediate attention.: [742, 1233, 906, 1303]
- ad-text: GEORGE STREET, PORT CHALMERS.: [576, 1065, 718, 1075]
- ad-subheading: COALS AND FIREWOOD.: [765, 1110, 883, 1121]
- table-cell: [102, 906, 192, 916]
- ad-subheading: HELPING HANDS.: [224, 144, 346, 155]
- divider: [934, 389, 1090, 390]
- ad-subheading: PERIODICALS! NEWSPAPERS!! BOOKS!!!: [928, 506, 1096, 516]
- section-heading: Public Companies.: [914, 37, 1110, 51]
- ad-text: Every description of English, Irish, Scotch, American, and Victorian Newspapers and Magazines imported direct by every mail.: [914, 735, 1110, 765]
- suez-leaves: LEAVES MELBOURNE.: [52, 876, 144, 886]
- ad-wanted: WANTED the Public to pay a visit to R. Hudson's Pie Shop, in the Arcade. Coffee and Pie sixpence.: [377, 842, 551, 862]
- ad-text: WM. WILSON, Otago Foundry, Cumberland street, Boiler Maker, Engineer, Millwright, and Blacksmith, &c. Has skilled art Castings in brass and iron. Machines of all kinds made and repaired. Water Engines of any power, superior to any now in use, constantly on hand. The only agent for Booth's Patent Flax-dressing Machine, which is capable of dressing two tons of fibre per week.: [559, 1082, 735, 1163]
- column-divider: [373, 34, 374, 1512]
